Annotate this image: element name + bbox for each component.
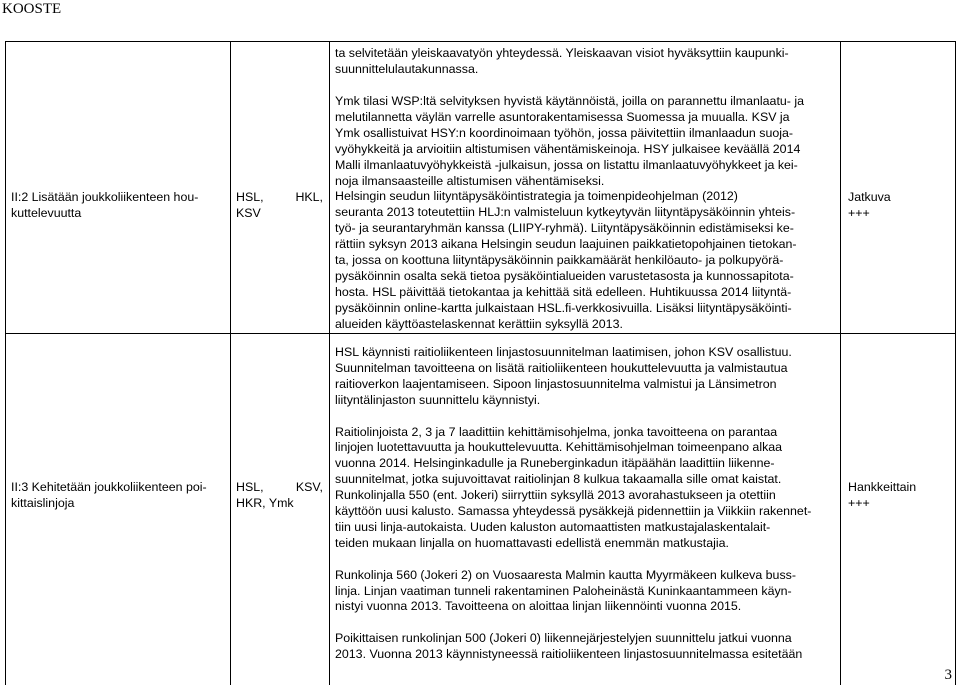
text-line: teiden mukaan linjalla on huomattavasti edellistä enemmän matkustajia. xyxy=(335,535,729,550)
text-line: suunnitelmat, jotka sujuvoittavat raitiolinjan 8 kulkua takaamalla sille omat kaistat. xyxy=(335,472,782,487)
text-line: alueiden käyttöastelaskennat kerättiin syksyllä 2013. xyxy=(335,316,623,331)
text-line: tiin uusi linja-autokaista. Uuden kaluston automaattisten matkustajalaskentalait- xyxy=(335,519,771,534)
responsible-cell xyxy=(236,190,323,222)
text-line: linjojen luotettavuutta ja houkuttelevuutta. Kehittämisohjelman toimeenpano alkaa xyxy=(335,440,783,455)
text-line: raitioverkon laajentamiseen. Sipoon linjastosuunnitelma valmistui ja Länsimetron xyxy=(335,376,777,391)
text-line: melutilannetta väylän varrelle asuntorakentamisessa Suomessa ja muualla. KSV ja xyxy=(335,109,790,124)
goal-cell xyxy=(11,190,223,222)
goal-label-line: kuttelevuutta xyxy=(11,205,82,220)
text-line: ta, jossa on koottuna liityntäpysäköinnin paikkamäärät henkilöauto- ja polkupyörä- xyxy=(335,253,784,268)
responsible-org: HSL, xyxy=(236,190,264,204)
responsible-org: KSV xyxy=(236,205,261,220)
text-line: Suunnitelman tavoitteena on lisätä raitioliikenteen houkuttelevuutta ja valmistautua xyxy=(335,360,788,375)
text-line: hosta. HSL päivittää tietokantaa ja kehittää sitä edelleen. Huhtikuussa 2014 liityntä- xyxy=(335,284,792,299)
responsible-org: HKL, xyxy=(295,190,323,204)
text-line: käyttöön uusi kalusto. Samassa yhteydessä pysäkkejä pidennettiin ja Viikkiin rakennet- xyxy=(335,504,812,519)
text-line: liityntälinjaston suunnittelu käynnistyi. xyxy=(335,392,541,407)
status-text: Jatkuva xyxy=(848,190,891,204)
rating-text: +++ xyxy=(848,205,870,220)
table-border-top xyxy=(5,41,955,42)
text-line: Runkolinjalla 550 (ent. Jokeri) siirryttiin syksyllä 2013 avorahastukseen ja otettiin xyxy=(335,488,776,503)
table-border-right xyxy=(955,41,956,685)
goal-label-line: II:3 Kehitetään joukkoliikenteen poi- xyxy=(11,480,207,494)
text-line: Ymk tilasi WSP:ltä selvityksen hyvistä käytännöistä, joilla on parannettu ilmanlaatu- ja xyxy=(335,94,804,108)
paragraph xyxy=(335,425,835,552)
paragraph xyxy=(335,568,835,616)
text-line: Ymk osallistuivat HSY:n koordinoimaan työhön, jossa päivitettiin ilmanlaadun suoja- xyxy=(335,125,794,140)
text-line: rättiin syksyn 2013 aikana Helsingin seudun laajuinen paikkatietopohjainen tietokan- xyxy=(335,237,797,252)
table-col-divider xyxy=(329,41,330,685)
text-line: Raitiolinjoista 2, 3 ja 7 laadittiin kehittämisohjelma, jonka tavoitteena on parantaa xyxy=(335,424,778,439)
text-line: HSL käynnisti raitioliikenteen linjastosuunnitelman laatimisen, johon KSV osallistuu. xyxy=(335,345,792,359)
description-cell xyxy=(335,94,835,333)
text-line: Runkolinja 560 (Jokeri 2) on Vuosaaresta Malmin kautta Myyrmäkeen kulkeva buss- xyxy=(335,567,796,582)
responsible-org: HSL, xyxy=(236,480,264,494)
goal-cell xyxy=(11,480,223,512)
goal-label-line: kittaislinjoja xyxy=(11,495,75,510)
text-line: Poikittaisen runkolinjan 500 (Jokeri 0) liikennejärjestelyjen suunnittelu jatkui vuonna xyxy=(335,631,792,646)
paragraph xyxy=(335,631,835,663)
text-line: noja ilmansaasteille altistumisen vähentämiseksi. xyxy=(335,173,605,188)
text-line: työ- ja seurantaryhmän kanssa (LIIPY-ryhmä). Liityntäpysäköinnin edistämiseksi ke- xyxy=(335,221,794,236)
text-line: linja. Linjan vaatiman tunneli rakentaminen Paloheinästä Kuninkaantammeen käyn- xyxy=(335,583,792,598)
text-line: 2013. Vuonna 2013 käynnistyneessä raitioliikenteen linjastosuunnitelmassa esitetään xyxy=(335,647,803,662)
page-number: 3 xyxy=(944,667,952,683)
table-row-divider xyxy=(5,333,955,334)
paragraph xyxy=(335,345,835,409)
responsible-line xyxy=(236,190,323,206)
text-line: vuonna 2014. Helsinginkadulle ja Runeberginkadun itäpäähän laadittiin liikenne- xyxy=(335,456,775,471)
status-cell xyxy=(848,480,952,512)
text-line: nistyi vuonna 2013. Tavoitteena on aloittaa linjan liikennöinti vuonna 2015. xyxy=(335,599,742,614)
text-line: ta selvitetään yleiskaavatyön yhteydessä. Yleiskaavan visiot hyväksyttiin kaupunki- xyxy=(335,46,789,60)
responsible-line xyxy=(236,480,323,496)
text-line: vyöhykkeitä ja arvioitiin altistumisen vähentämiskeinoja. HSY julkaisee keväällä 2014 xyxy=(335,141,801,156)
description-cell-top xyxy=(335,46,835,78)
text-line: Helsingin seudun liityntäpysäköintistrategia ja toimenpideohjelman (2012) xyxy=(335,189,738,204)
status-cell xyxy=(848,190,952,222)
text-line: seuranta 2013 toteutettiin HLJ:n valmisteluun kytkeytyvän liityntäpysäköinnin yhteis- xyxy=(335,205,796,220)
responsible-org: KSV, xyxy=(295,480,323,494)
text-line: Malli ilmanlaatuvyöhykkeistä -julkaisun, jossa on listattu ilmanlaatuvyöhykkeet ja kei- xyxy=(335,157,798,172)
document-header: KOOSTE xyxy=(2,1,62,17)
table-col-divider xyxy=(840,41,841,685)
table-col-divider xyxy=(230,41,231,685)
text-line: pysäköinnin online-kartta julkaistaan HSL.fi-verkkosivuilla. Lisäksi liityntäpysäköinti- xyxy=(335,300,792,315)
responsible-org: HKR, Ymk xyxy=(236,495,294,510)
description-cell xyxy=(335,345,835,663)
text-line: pysäköinnin osalta sekä tietoa pysäköintialueiden varustetasosta ja kunnossapitota- xyxy=(335,268,794,283)
text-line: suunnittelulautakunnassa. xyxy=(335,61,479,76)
status-text: Hankkeittain xyxy=(848,480,917,494)
goal-label-text: II:2 Lisätään joukkoliikenteen hou- xyxy=(11,190,199,204)
responsible-cell xyxy=(236,480,323,512)
rating-text: +++ xyxy=(848,495,870,510)
table-border-left xyxy=(5,41,6,685)
goal-label-line xyxy=(11,190,223,206)
